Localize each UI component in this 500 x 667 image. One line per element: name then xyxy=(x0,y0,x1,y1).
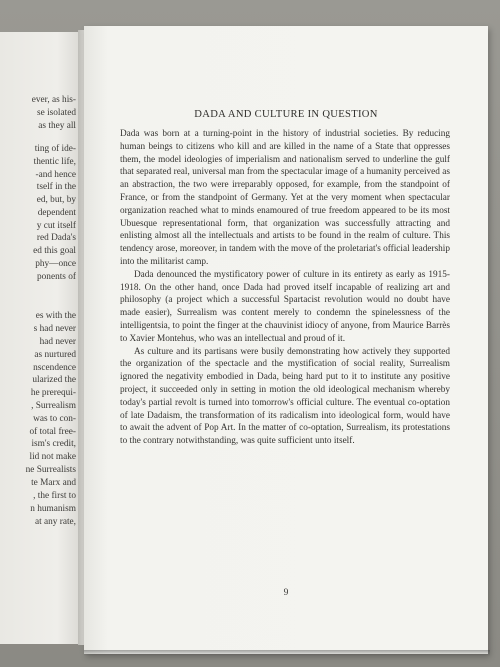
left-page-line: es with the xyxy=(35,311,76,321)
left-page-line: had never xyxy=(39,337,76,347)
left-page-line: ting of ide- xyxy=(34,144,76,154)
paragraph: Dada was born at a turning-point in the history of industrial societies. By reducing human beings to citizens who kill and are killed in the name of a State that oppresses them, the model ideologies of imperialism and nationalism served to underline the gulf that separated real, universal man from the spectacular image of a humanity perceived as an abstraction, the two were irreparably opposed, for example, from the standpoint of France, or from the standpoint of Germany. Yet at the very moment when spectacular organization reached what to minds enamoured of true freedom appeared to be its most Ubuesque representational form, that organization was successfully attracting and enlisting almost all the intellectuals and artists to be found in the realm of culture. This tendency arose, moreover, in tandem with the move of the proletariat's official leadership into the militarist camp. xyxy=(120,129,450,267)
left-page-line: was to con- xyxy=(33,414,76,424)
left-page-line: ularized the xyxy=(32,375,76,385)
left-page-line: ever, as his- xyxy=(31,95,76,105)
left-page-line: red Dada's xyxy=(36,233,76,243)
left-page-line: y cut itself xyxy=(36,221,76,231)
page-number: 9 xyxy=(283,588,289,598)
left-page-line: -and hence xyxy=(35,170,76,180)
right-page xyxy=(84,26,488,654)
page-shadow xyxy=(84,650,490,656)
paragraph: As culture and its partisans were busily demonstrating how actively they supported the organization of the spectacle and the mystification of social reality, Surrealism ignored the negativity embodied in Dada, being hard put to it to institute any positive project, it succeeded only in setting in motion the old ideological mechanism whereby today's partial revolt is turned into tomorrow's official culture. The eventual co-optation of late Dadaism, the transformation of its radicalism into ideological form, would have to await the advent of Pop Art. In the matter of co-optation, Surrealism, its protestations to the contrary notwithstanding, was quite sufficient unto itself. xyxy=(120,346,450,447)
left-page-line: lid not make xyxy=(29,452,76,462)
left-page-line: n humanism xyxy=(30,504,76,514)
left-page xyxy=(0,32,82,644)
left-page-line: ed, but, by xyxy=(36,195,76,205)
left-page-line: , the first to xyxy=(33,491,76,501)
left-page-line: thentic life, xyxy=(33,157,76,167)
left-page-line: , Surrealism xyxy=(31,401,76,411)
left-page-line: ne Surrealists xyxy=(25,465,76,475)
left-page-line: as they all xyxy=(38,121,76,131)
left-page-line: as nurtured xyxy=(34,350,76,360)
left-page-line: nscendence xyxy=(33,363,76,373)
left-page-line: se isolated xyxy=(37,108,76,118)
left-page-line: at any rate, xyxy=(34,517,76,527)
left-page-line: he prerequi- xyxy=(30,388,76,398)
left-page-line: ism's credit, xyxy=(31,439,76,449)
left-page-line: te Marx and xyxy=(31,478,76,488)
body-text xyxy=(120,128,450,448)
left-page-line: tself in the xyxy=(36,182,76,192)
left-page-line: ed this goal xyxy=(33,246,76,256)
left-page-line: phy—once xyxy=(35,259,76,269)
left-page-line: s had never xyxy=(33,324,76,334)
paragraph: Dada denounced the mystificatory power of culture in its entirety as early as 1915-1918. On the other hand, once Dada had proved itself incapable of realizing art and philosophy (a project which a successful Spartacist revolution would no doubt have made easier), Surrealism was content merely to condemn the spinelessness of the intelligentsia, to point the finger at the chauvinist idiocy of anyone, from Maurice Barrès to Xavier Montehus, who was an intellectual and proud of it. xyxy=(120,269,450,344)
chapter-heading: DADA AND CULTURE IN QUESTION xyxy=(194,109,378,120)
left-page-line: ponents of xyxy=(37,272,76,282)
left-page-line: of total free- xyxy=(29,427,76,437)
left-page-line: dependent xyxy=(37,208,76,218)
